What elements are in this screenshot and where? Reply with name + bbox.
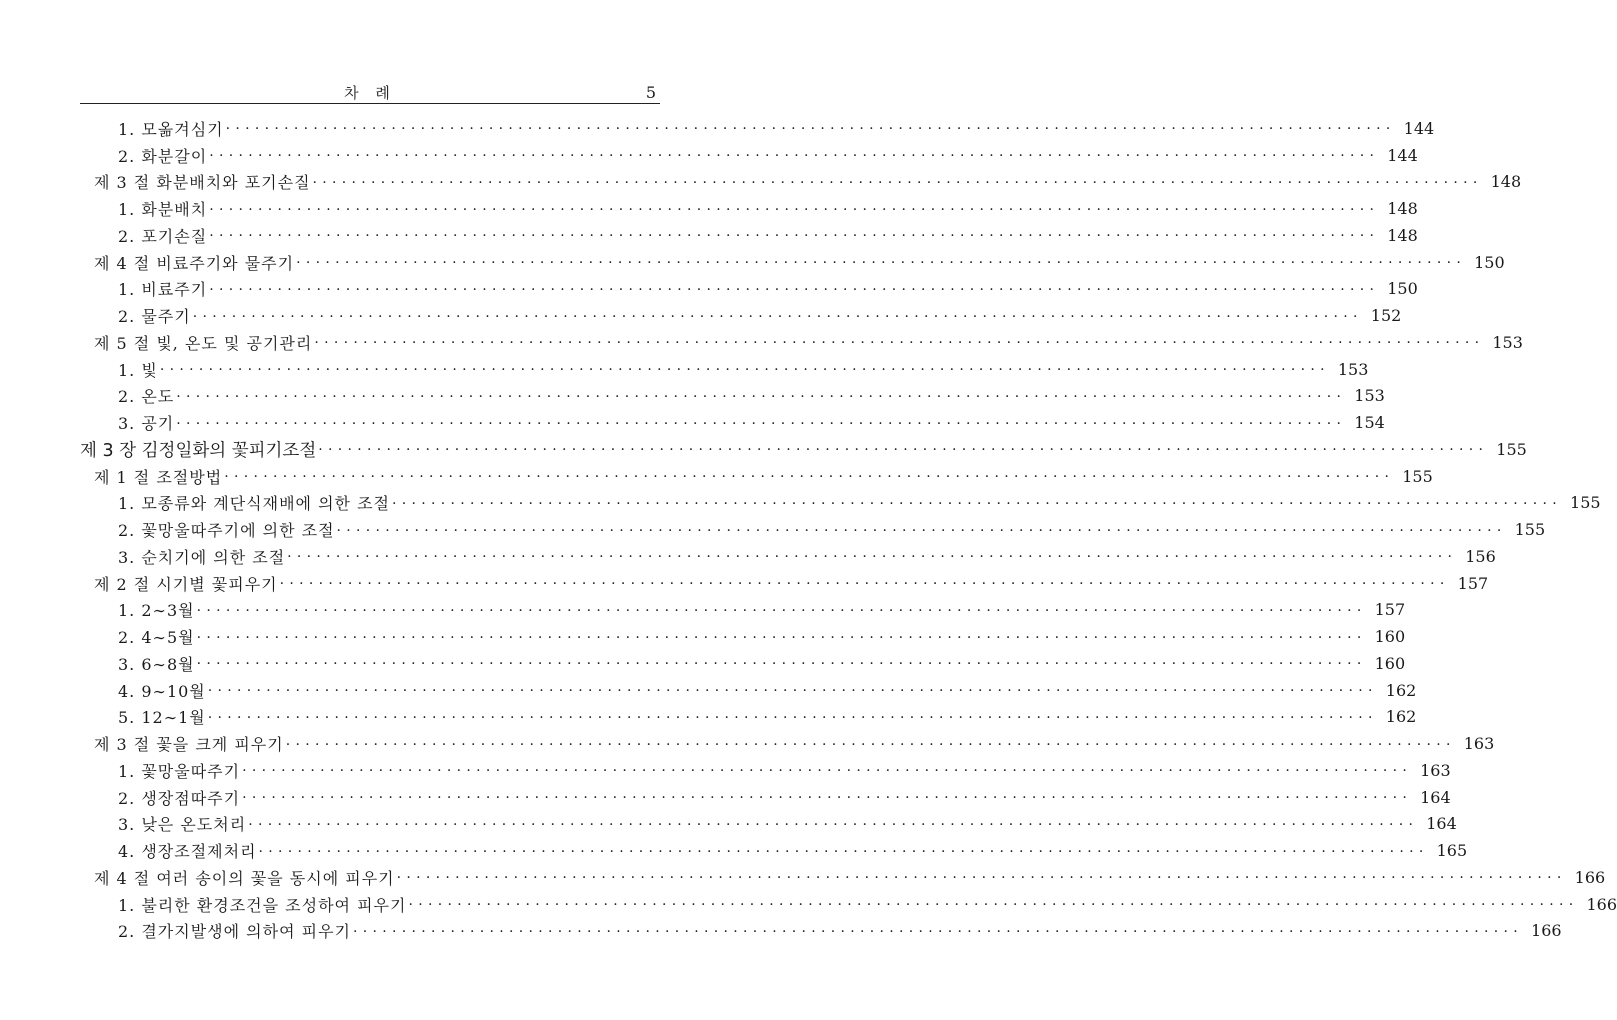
toc-entry-page: 155 [1507,520,1546,539]
dot-leader: ························································································································ [196,656,1367,673]
toc-entry-page: 153 [1346,386,1385,405]
toc-entry-section [80,169,1522,196]
toc-entry-label: 제 3 절 꽃을 크게 피우기 [80,732,286,755]
toc-entry-item [80,516,1546,543]
toc-entry-label: 제 4 절 비료주기와 물주기 [80,251,296,274]
toc-entry-page: 152 [1363,306,1402,325]
toc-entry-page: 157 [1367,600,1406,619]
toc-entry-section [80,730,1495,757]
toc-entry-item [80,543,1496,570]
toc-entry-label: 1. 모옮겨심기 [80,117,226,140]
toc-entry-label: 1. 2∼3월 [80,598,197,621]
toc-entry-page: 160 [1367,654,1406,673]
dot-leader: ························································································································ [314,335,1485,352]
toc-entry-item [80,757,1451,784]
toc-entry-page: 150 [1379,279,1418,298]
dot-leader: ························································································································ [209,148,1380,165]
toc-entry-item [80,677,1417,704]
dot-leader: ························································································································ [318,442,1489,459]
toc-entry-label: 3. 순치기에 의한 조절 [80,545,287,568]
dot-leader: ························································································································ [196,602,1367,619]
dot-leader: ························································································································ [312,174,1483,191]
dot-leader: ························································································································ [176,415,1347,432]
toc-entry-page: 153 [1484,333,1523,352]
toc-entry-item [80,918,1562,945]
dot-leader: ························································································································ [248,816,1419,833]
toc-entry-label: 제 5 절 빛, 온도 및 공기관리 [80,331,314,354]
toc-entry-item [80,115,1435,142]
toc-entry-label: 4. 9∼10월 [80,679,208,702]
dot-leader: ························································································································ [207,709,1378,726]
toc-entry-item [80,650,1406,677]
toc-entry-page: 160 [1367,627,1406,646]
toc-entry-page: 156 [1457,547,1496,566]
toc-entry-page: 148 [1379,199,1418,218]
toc-entry-page: 155 [1488,440,1527,459]
toc-entry-item [80,784,1451,811]
dot-leader: ························································································································ [353,923,1524,940]
toc-entry-label: 1. 불리한 환경조건을 조성하여 피우기 [80,893,408,916]
dot-leader: ························································································································ [408,897,1579,914]
dot-leader: ························································································································ [224,469,1395,486]
toc-entry-page: 163 [1412,761,1451,780]
toc-entry-section [80,463,1433,490]
toc-entry-item [80,837,1468,864]
toc-entry-label: 2. 온도 [80,384,176,407]
toc-entry-label: 2. 생장점따주기 [80,786,242,809]
toc-entry-page: 148 [1379,226,1418,245]
toc-entry-page: 166 [1523,921,1562,940]
dot-leader: ························································································································ [336,522,1507,539]
toc-entry-label: 3. 공기 [80,411,176,434]
toc-entry-label: 1. 비료주기 [80,277,209,300]
toc-entry-page: 157 [1450,574,1489,593]
toc-entry-item [80,597,1406,624]
toc-entry-label: 제 3 절 화분배치와 포기손질 [80,170,313,193]
toc-entry-page: 162 [1378,681,1417,700]
toc-entry-label: 제 3 장 김정일화의 꽃피기조절 [80,437,318,462]
toc-entry-section [80,249,1505,276]
toc-entry-label: 2. 포기손질 [80,224,209,247]
dot-leader: ························································································································ [396,870,1567,887]
toc-entry-section [80,864,1606,891]
dot-leader: ························································································································ [209,201,1380,218]
toc-entry-label: 2. 결가지발생에 의하여 피우기 [80,919,353,942]
toc-entry-page: 164 [1418,814,1457,833]
toc-entry-label: 2. 4∼5월 [80,625,197,648]
dot-leader: ························································································································ [209,281,1380,298]
toc-entry-item [80,623,1406,650]
toc-entry-page: 165 [1429,841,1468,860]
dot-leader: ························································································································ [258,843,1429,860]
toc-entry-page: 164 [1412,788,1451,807]
toc-entry-item [80,356,1369,383]
toc-entry-page: 166 [1567,868,1606,887]
dot-leader: ························································································································ [242,790,1413,807]
toc-entry-label: 2. 물주기 [80,304,193,327]
toc-entry-page: 144 [1396,119,1435,138]
toc-entry-page: 150 [1466,253,1505,272]
toc-entry-page: 155 [1394,467,1433,486]
toc-entry-item [80,490,1601,517]
toc-entry-label: 1. 모종류와 계단식재배에 의한 조절 [80,491,392,514]
dot-leader: ························································································································ [176,388,1347,405]
toc-entry-label: 2. 꽃망울따주기에 의한 조절 [80,518,337,541]
dot-leader: ························································································································ [225,121,1396,138]
toc-entry-label: 제 1 절 조절방법 [80,465,224,488]
toc-entry-page: 155 [1562,493,1601,512]
toc-entry-section [80,570,1489,597]
header-rule [80,103,660,104]
toc-entry-item [80,222,1418,249]
dot-leader: ························································································································ [285,736,1456,753]
toc-entry-label: 1. 화분배치 [80,197,209,220]
dot-leader: ························································································································ [192,308,1363,325]
dot-leader: ························································································································ [207,683,1378,700]
toc-entry-label: 2. 화분갈이 [80,144,209,167]
toc-entry-label: 1. 빛 [80,358,160,381]
toc-entry-page: 148 [1483,172,1522,191]
dot-leader: ························································································································ [196,629,1367,646]
toc-entry-section [80,329,1523,356]
toc-entry-label: 3. 6∼8월 [80,652,197,675]
header-title: 차 례 [344,84,396,102]
toc-entry-page: 162 [1378,707,1417,726]
dot-leader: ························································································································ [279,576,1450,593]
header-page-number: 5 [645,83,656,102]
toc-entry-item [80,811,1457,838]
toc-entry-page: 163 [1456,734,1495,753]
toc-entry-page: 166 [1578,895,1617,914]
toc-entry-item [80,383,1385,410]
toc-entry-page: 144 [1379,146,1418,165]
toc-entry-label: 4. 생장조절제처리 [80,839,259,862]
toc-entry-page: 154 [1346,413,1385,432]
dot-leader: ························································································································ [392,495,1563,512]
toc-entry-chapter [80,436,1527,463]
toc-entry-label: 5. 12∼1월 [80,705,208,728]
dot-leader: ························································································································ [242,763,1413,780]
dot-leader: ························································································································ [209,228,1380,245]
toc-entry-label: 1. 꽃망울따주기 [80,759,242,782]
toc-entry-item [80,142,1418,169]
toc-entry-item [80,704,1417,731]
toc-entry-item [80,276,1418,303]
dot-leader: ························································································································ [159,362,1330,379]
toc-entry-label: 제 2 절 시기별 꽃피우기 [80,572,280,595]
toc-entry-item [80,195,1418,222]
dot-leader: ························································································································ [287,549,1458,566]
dot-leader: ························································································································ [296,255,1467,272]
toc-entry-label: 3. 낮은 온도처리 [80,812,248,835]
toc-entry-page: 153 [1330,360,1369,379]
toc-entry-label: 제 4 절 여러 송이의 꽃을 동시에 피우기 [80,866,397,889]
table-of-contents [80,115,1617,944]
toc-entry-item [80,891,1617,918]
toc-entry-item [80,409,1385,436]
toc-entry-item [80,302,1402,329]
